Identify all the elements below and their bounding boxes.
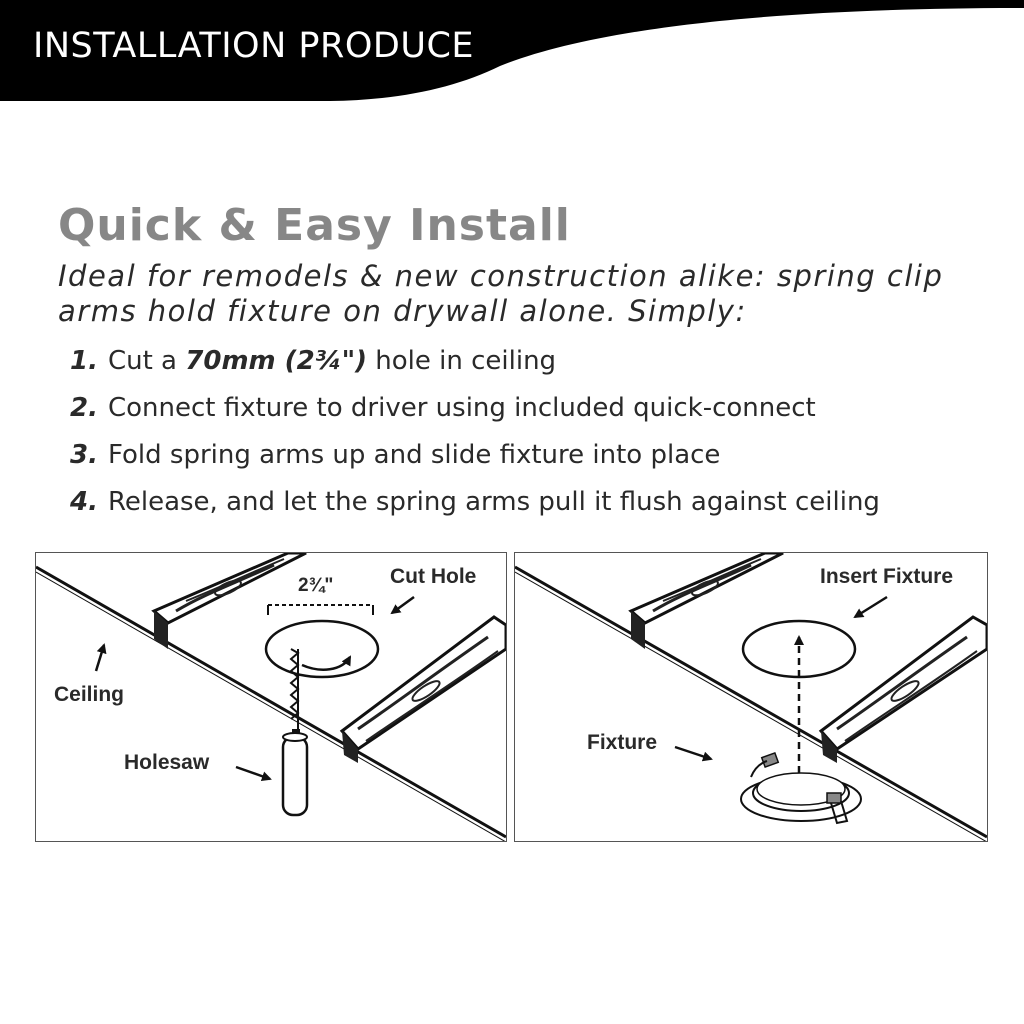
section-heading: Quick & Easy Install (58, 200, 571, 251)
fixture-arrow-icon (675, 747, 711, 759)
dimension-label: 2¾" (298, 575, 334, 596)
holesaw-tool (283, 733, 307, 815)
step-3 (70, 434, 880, 481)
step-number: 4. (70, 487, 98, 517)
step-text: Cut a (107, 346, 186, 376)
step-1 (70, 340, 880, 387)
step-2 (70, 387, 880, 434)
step-text: Fold spring arms up and slide fixture into place (107, 440, 721, 470)
steps-list (70, 340, 880, 528)
insert-fixture-diagram (514, 552, 988, 842)
intro-text (58, 259, 998, 329)
intro-line-1: Ideal for remodels & new construction alike: spring clip (58, 259, 944, 293)
step-text: Connect fixture to driver using included quick-connect (107, 393, 816, 423)
step-number: 2. (70, 393, 98, 423)
cut-hole-arrow-icon (392, 597, 414, 613)
fixture-light (741, 773, 861, 821)
insert-fixture-illustration (515, 553, 987, 841)
step-text: Release, and let the spring arms pull it flush against ceiling (107, 487, 880, 517)
intro-line-2: arms hold fixture on drywall alone. Simply: (58, 294, 747, 328)
ceiling-arrow-icon (96, 645, 104, 671)
step-emphasis: 70mm (2¾") (185, 346, 367, 376)
step-number: 3. (70, 440, 98, 470)
insert-fixture-label: Insert Fixture (820, 565, 954, 588)
cut-hole-diagram (35, 552, 507, 842)
dimension-bracket (268, 605, 373, 615)
step-4 (70, 481, 880, 528)
ceiling-label: Ceiling (54, 683, 125, 706)
step-number: 1. (70, 346, 98, 376)
holesaw-label: Holesaw (124, 751, 210, 774)
fixture-label: Fixture (587, 731, 658, 754)
step-text-end: hole in ceiling (367, 346, 557, 376)
banner-title: INSTALLATION PRODUCE (33, 26, 475, 66)
header-banner (0, 0, 1024, 110)
insert-fixture-arrow-icon (855, 597, 887, 617)
cut-hole-label: Cut Hole (390, 565, 477, 588)
holesaw-arrow-icon (236, 767, 270, 779)
